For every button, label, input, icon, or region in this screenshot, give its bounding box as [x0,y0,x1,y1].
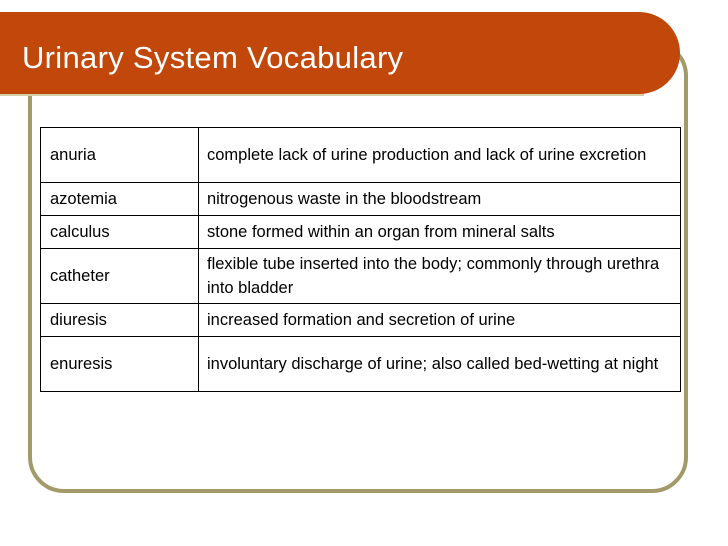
table-row [41,249,681,304]
term-cell: catheter [41,249,199,304]
definition-cell: complete lack of urine production and lack of urine excretion [199,128,681,183]
definition-cell: stone formed within an organ from mineral salts [199,216,681,249]
term-cell: diuresis [41,304,199,337]
term-cell: azotemia [41,183,199,216]
term-cell: enuresis [41,337,199,392]
definition-cell: involuntary discharge of urine; also called bed-wetting at night [199,337,681,392]
table-row [41,183,681,216]
term-cell: calculus [41,216,199,249]
title-divider [0,94,644,96]
term-cell: anuria [41,128,199,183]
vocabulary-table [40,127,681,392]
definition-cell: flexible tube inserted into the body; commonly through urethra into bladder [199,249,681,304]
table-row [41,337,681,392]
definition-cell: increased formation and secretion of urine [199,304,681,337]
table-row [41,304,681,337]
definition-cell: nitrogenous waste in the bloodstream [199,183,681,216]
slide-title: Urinary System Vocabulary [22,40,404,75]
table-row [41,216,681,249]
table-row [41,128,681,183]
